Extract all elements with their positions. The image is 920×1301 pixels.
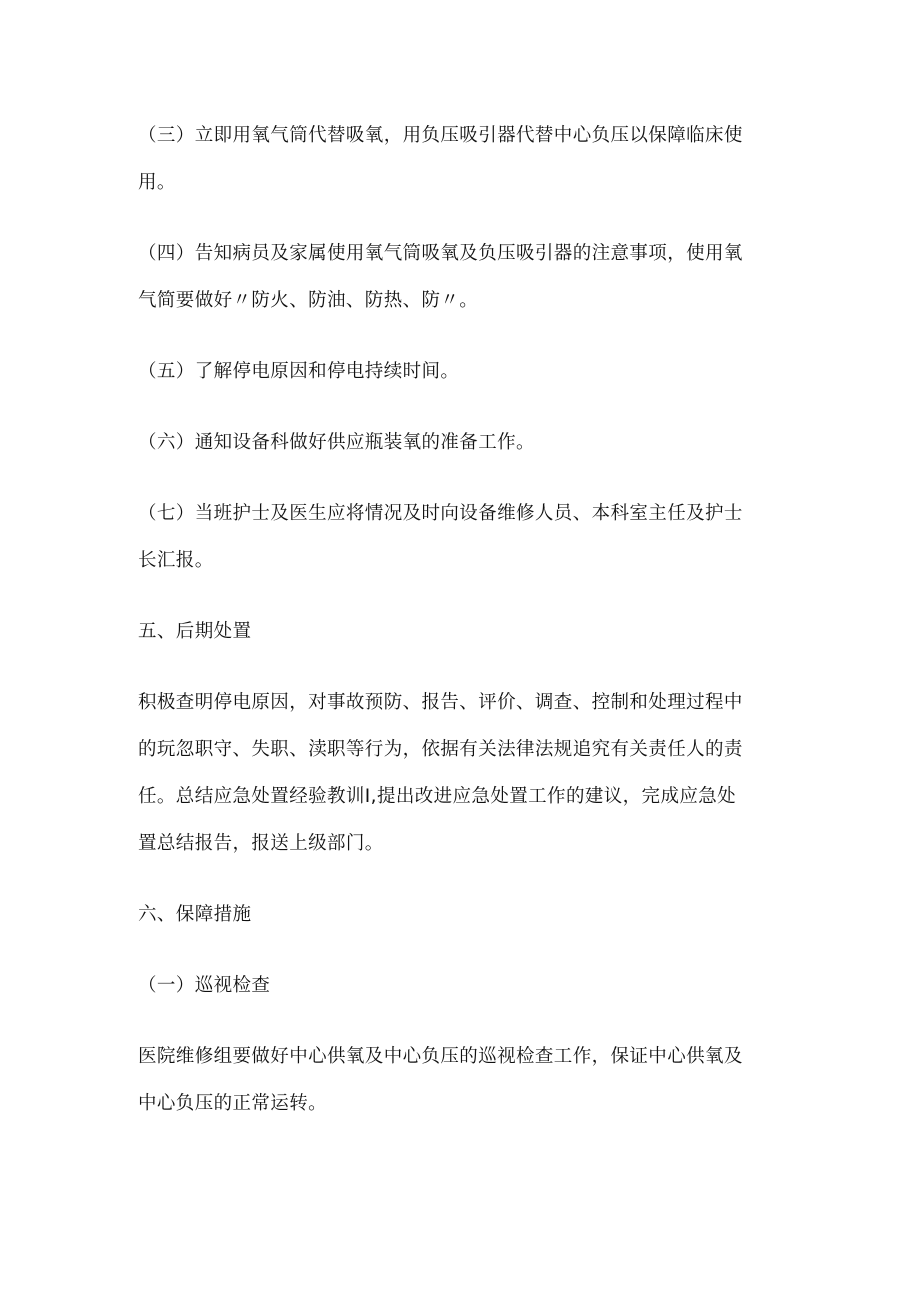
heading-text: 五、后期处置: [138, 621, 252, 642]
document-body: [138, 112, 788, 1127]
text-line: （六）通知设备科做好供应瓶装氧的准备工作。: [138, 432, 535, 453]
text-line: 的玩忽职守、失职、渎职等行为，依据有关法律法规追究有关责任人的责: [138, 739, 743, 760]
paragraph-inspection: [138, 1033, 788, 1127]
text-line: 中心负压的正常运转。: [138, 1093, 328, 1114]
paragraph-4: [138, 230, 788, 324]
text-line: （七）当班护士及医生应将情况及时向设备维修人员、本科室主任及护士: [138, 503, 743, 524]
subsection-heading-6-1: [138, 962, 788, 1009]
text-line: 用。: [138, 172, 176, 193]
text-line: （三）立即用氧气筒代替吸氧，用负压吸引器代替中心负压以保障临床使: [138, 125, 743, 146]
section-heading-5: [138, 608, 788, 655]
text-line: 医院维修组要做好中心供氧及中心负压的巡视检查工作，保证中心供氧及: [138, 1046, 743, 1067]
text-line: 气简要做好〃防火、防油、防热、防〃。: [138, 290, 479, 311]
paragraph-3: [138, 112, 788, 206]
paragraph-aftermath: [138, 679, 788, 867]
text-line: 任。总结应急处置经验教训I,提出改进应急处置工作的建议，完成应急处: [138, 786, 737, 807]
text-line: （五）了解停电原因和停电持续时间。: [138, 361, 460, 382]
paragraph-7: [138, 490, 788, 584]
text-line: 长汇报。: [138, 550, 214, 571]
heading-text: 六、保障措施: [138, 904, 252, 925]
paragraph-6: [138, 419, 788, 466]
heading-text: （一）巡视检查: [138, 975, 271, 996]
text-line: （四）告知病员及家属使用氧气筒吸氧及负压吸引器的注意事项，使用氧: [138, 243, 743, 264]
section-heading-6: [138, 891, 788, 938]
paragraph-5: [138, 348, 788, 395]
text-line: 置总结报告，报送上级部门。: [138, 833, 384, 854]
text-line: 积极查明停电原因，对事故预防、报告、评价、调查、控制和处理过程中: [138, 692, 743, 713]
